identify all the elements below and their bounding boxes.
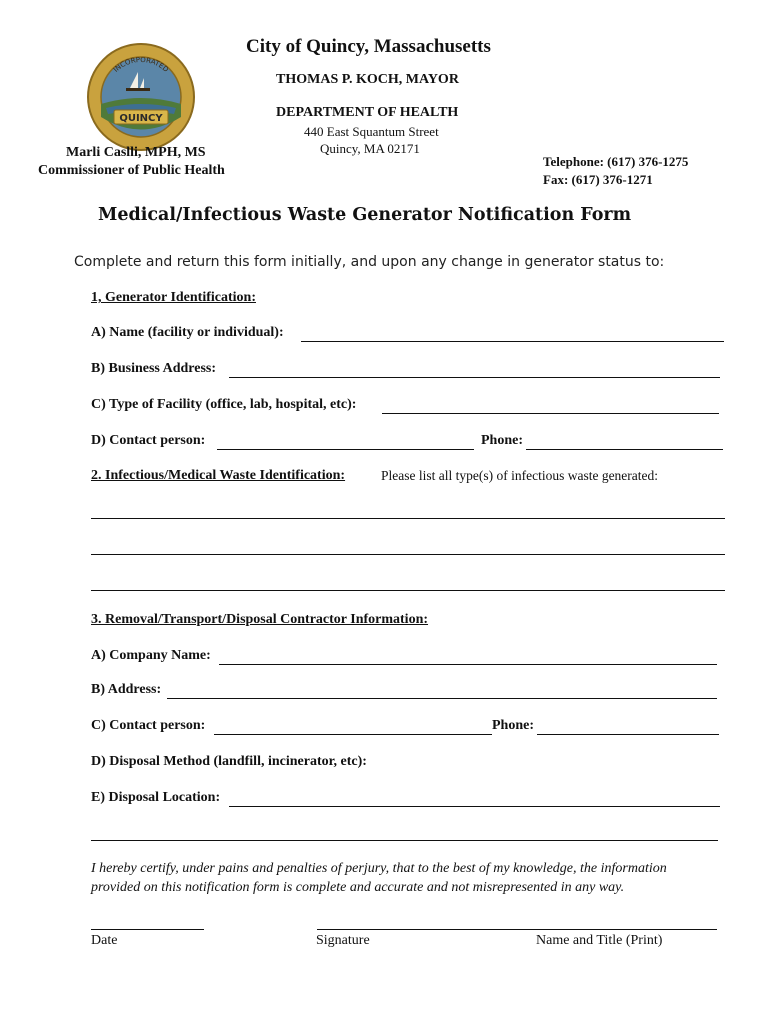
section2-heading: 2. Infectious/Medical Waste Identification: <box>91 468 346 483</box>
waste-type-line-3[interactable] <box>91 590 725 591</box>
contractor-address-label: B) Address: <box>91 682 162 697</box>
commissioner-name: Marli Caslli, MPH, MS <box>66 145 206 160</box>
contractor-address-field[interactable] <box>167 698 717 699</box>
generator-phone-field[interactable] <box>526 449 723 450</box>
mayor-name: THOMAS P. KOCH, MAYOR <box>276 72 459 87</box>
generator-contact-field[interactable] <box>217 449 474 450</box>
svg-text:QUINCY: QUINCY <box>119 113 163 124</box>
fax-number: Fax: (617) 376-1271 <box>543 172 653 187</box>
section3-heading: 3. Removal/Transport/Disposal Contractor Information: <box>91 612 429 627</box>
certification-line-2: provided on this notification form is complete and accurate and not misrepresented in any way. <box>91 880 625 895</box>
generator-phone-label: Phone: <box>481 433 523 448</box>
facility-type-field[interactable] <box>382 413 719 414</box>
company-name-field[interactable] <box>219 664 717 665</box>
disposal-location-label: E) Disposal Location: <box>91 790 221 805</box>
name-title-label: Name and Title (Print) <box>536 933 663 948</box>
contractor-contact-field[interactable] <box>214 734 492 735</box>
signature-label: Signature <box>316 933 370 948</box>
telephone-number: Telephone: (617) 376-1275 <box>543 154 689 169</box>
disposal-extra-line[interactable] <box>91 840 718 841</box>
section2-instruction: Please list all type(s) of infectious waste generated: <box>381 468 659 483</box>
svg-text:INCORPORATED: INCORPORATED <box>111 55 170 74</box>
department-address-city: Quincy, MA 02171 <box>320 141 420 156</box>
city-name: City of Quincy, Massachusetts <box>246 36 491 57</box>
facility-type-label: C) Type of Facility (office, lab, hospital, etc): <box>91 397 357 412</box>
contractor-phone-field[interactable] <box>537 734 719 735</box>
business-address-label: B) Business Address: <box>91 361 217 376</box>
signature-name-field[interactable] <box>317 929 717 930</box>
waste-type-line-2[interactable] <box>91 554 725 555</box>
city-seal-logo <box>86 42 196 152</box>
facility-name-label: A) Name (facility or individual): <box>91 325 284 340</box>
form-title: Medical/Infectious Waste Generator Notification Form <box>98 205 632 225</box>
department-address-street: 440 East Squantum Street <box>304 124 439 139</box>
waste-type-line-1[interactable] <box>91 518 725 519</box>
disposal-method-label: D) Disposal Method (landfill, incinerator, etc): <box>91 754 367 769</box>
form-intro: Complete and return this form initially, and upon any change in generator status to: <box>74 254 665 270</box>
contractor-contact-label: C) Contact person: <box>91 718 206 733</box>
disposal-location-field[interactable] <box>229 806 720 807</box>
facility-name-field[interactable] <box>301 341 724 342</box>
business-address-field[interactable] <box>229 377 720 378</box>
date-field[interactable] <box>91 929 204 930</box>
commissioner-title: Commissioner of Public Health <box>38 163 225 178</box>
company-name-label: A) Company Name: <box>91 648 211 663</box>
certification-line-1: I hereby certify, under pains and penalties of perjury, that to the best of my knowledge, the information <box>91 861 667 876</box>
date-label: Date <box>91 933 118 948</box>
contractor-phone-label: Phone: <box>492 718 534 733</box>
department-name: DEPARTMENT OF HEALTH <box>276 105 459 120</box>
generator-contact-label: D) Contact person: <box>91 433 206 448</box>
section1-heading: 1, Generator Identification: <box>91 290 256 305</box>
